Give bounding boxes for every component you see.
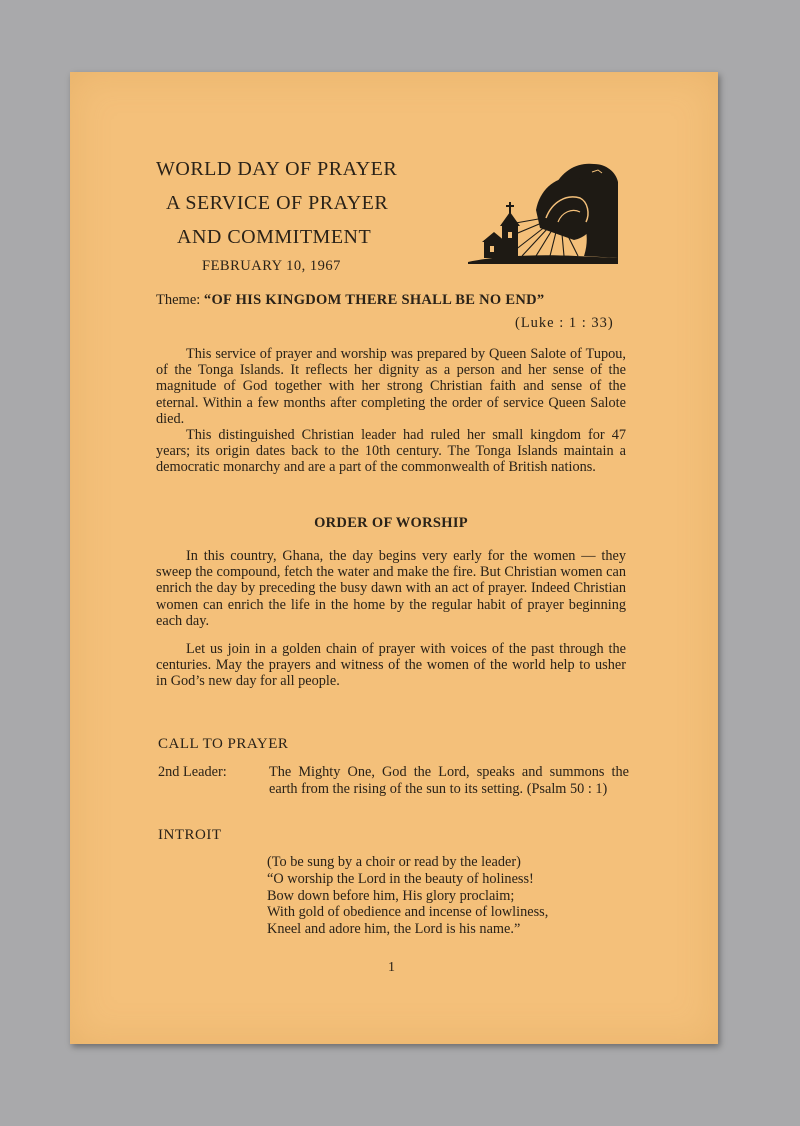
hymn-line: Kneel and adore him, the Lord is his name.” <box>267 921 521 938</box>
title-block <box>156 152 456 275</box>
theme-label: Theme: <box>156 292 201 308</box>
speaker-label: 2nd Leader: <box>158 764 227 780</box>
booklet-page <box>70 72 718 1044</box>
title-line-1: WORLD DAY OF PRAYER <box>156 158 398 180</box>
introit-hymn <box>267 854 637 938</box>
theme-reference: (Luke : 1 : 33) <box>515 315 614 331</box>
worship-paragraph: In this country, Ghana, the day begins very early for the women — they sweep the compound, fetch the water and make the fire. But Christian women can enrich the day by preceding the busy dawn with an act of prayer. Indeed Christian women can enrich the life in the home by the regular habit of prayer beginning each day. <box>156 548 626 629</box>
church-bell-woodcut-icon <box>466 158 620 268</box>
title-line-2: A SERVICE OF PRAYER <box>166 192 389 214</box>
introit-heading: INTROIT <box>158 827 222 843</box>
theme-line <box>156 292 626 309</box>
call-to-prayer-text: The Mighty One, God the Lord, speaks and summons the earth from the rising of the sun to its setting. (Psalm 50 : 1) <box>269 764 629 797</box>
call-to-prayer-heading: CALL TO PRAYER <box>158 736 289 752</box>
hymn-line: “O worship the Lord in the beauty of holiness! <box>267 870 534 887</box>
hymn-line: Bow down before him, His glory proclaim; <box>267 887 515 904</box>
theme-text: “OF HIS KINGDOM THERE SHALL BE NO END” <box>203 292 545 308</box>
service-date: FEBRUARY 10, 1967 <box>202 258 341 274</box>
worship-paragraph: Let us join in a golden chain of prayer with voices of the past through the centuries. May the prayers and witness of the women of the world help to usher in God’s new day for all people. <box>156 641 626 690</box>
intro-paragraph: This service of prayer and worship was prepared by Queen Salote of Tupou, of the Tonga Islands. It reflects her dignity as a person and her sense of the magnitude of God together with her strong Christian faith and sense of the eternal. Within a few months after completing the order of service Queen Salote died. <box>156 346 626 427</box>
page-number: 1 <box>388 960 395 975</box>
title-line-3: AND COMMITMENT <box>177 226 372 248</box>
hymn-line: (To be sung by a choir or read by the leader) <box>267 854 521 870</box>
worship-section <box>156 548 626 690</box>
hymn-line: With gold of obedience and incense of lowliness, <box>267 904 549 921</box>
order-of-worship-heading: ORDER OF WORSHIP <box>314 515 468 531</box>
intro-section <box>156 346 626 476</box>
intro-paragraph: This distinguished Christian leader had ruled her small kingdom for 47 years; its origin dates back to the 10th century. The Tonga Islands maintain a democratic monarchy and are a part of the commonwealth of British nations. <box>156 427 626 476</box>
